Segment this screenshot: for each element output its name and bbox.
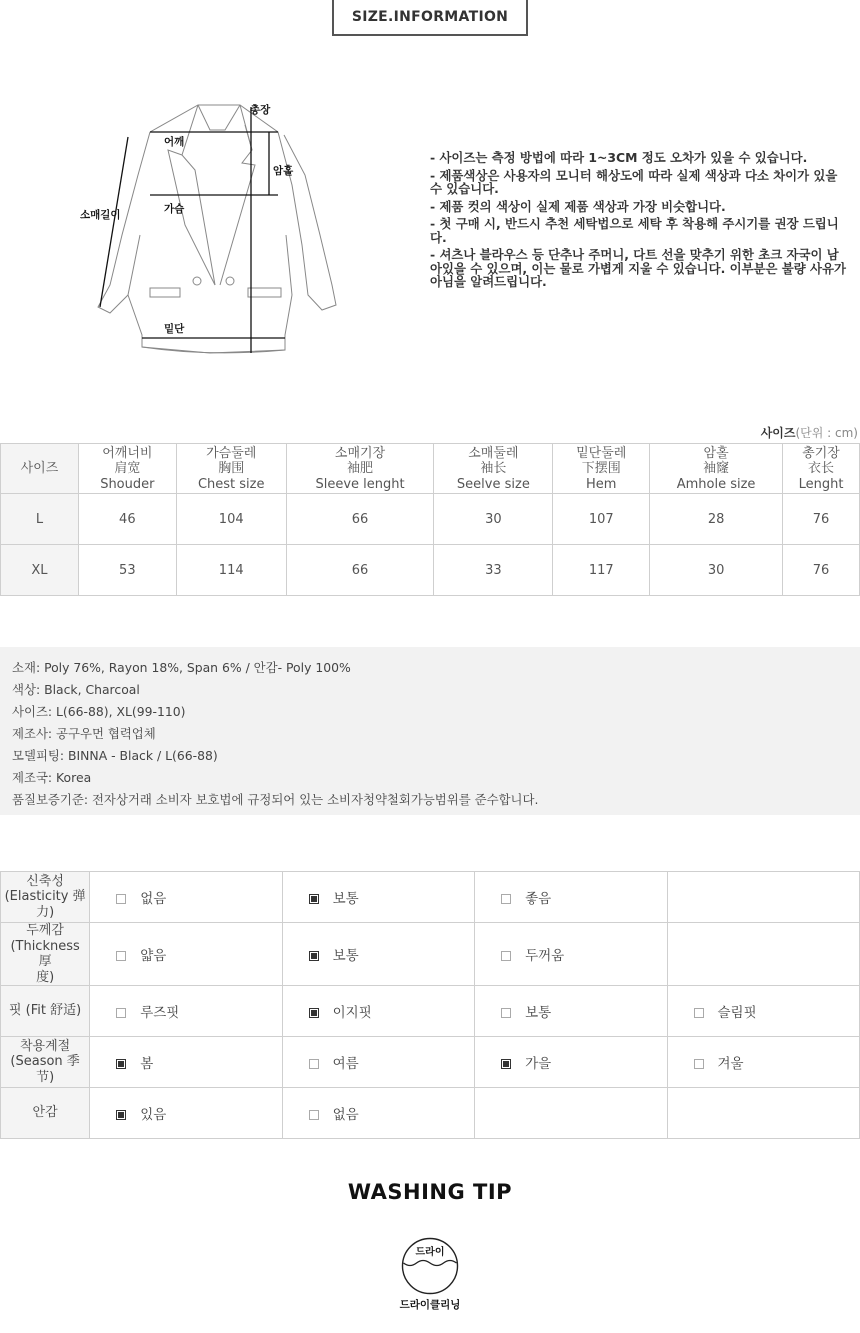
unchecked-box-icon	[694, 1008, 704, 1018]
feel-option	[90, 1088, 282, 1139]
jacket-outline-icon	[70, 95, 360, 365]
feel-option	[282, 1037, 474, 1088]
size-row: 사이즈: L(66-88), XL(99-110)	[12, 704, 186, 719]
table-row	[1, 986, 860, 1037]
feel-label: 안감	[1, 1088, 90, 1139]
feel-option	[282, 923, 474, 986]
material-info-box	[0, 647, 860, 815]
size-notes	[430, 151, 850, 293]
value-cell: 117	[553, 545, 650, 596]
size-information-title: SIZE.INFORMATION	[332, 0, 528, 36]
feel-option-label: 여름	[332, 1056, 359, 1072]
unchecked-box-icon	[116, 894, 126, 904]
feel-option-label: 루즈핏	[140, 1005, 180, 1021]
unit-label-title: 사이즈	[760, 426, 796, 440]
feel-option	[282, 1088, 474, 1139]
color-row: 색상: Black, Charcoal	[12, 682, 140, 697]
feel-option	[475, 1037, 667, 1088]
feel-label: 핏 (Fit 舒适)	[1, 986, 90, 1037]
manufacturer-row: 제조사: 공구우먼 협력업체	[12, 726, 156, 741]
checked-box-icon	[116, 1059, 126, 1069]
feel-option	[282, 986, 474, 1037]
note-item: - 제품 컷의 색상이 실제 제품 색상과 가장 비슷합니다.	[430, 198, 726, 214]
feel-option-label: 보통	[332, 948, 359, 964]
note-item: - 셔츠나 블라우스 등 단추나 주머니, 다트 선을 맞추기 위한 초크 자국이 남아있을 수 있으며, 이는 물로 가볍게 지울 수 있습니다. 이부분은 불량 사유가 아님을 알려드립니다.	[430, 247, 846, 289]
feel-option	[90, 923, 282, 986]
feel-option-label: 봄	[140, 1056, 154, 1072]
material-row: 소재: Poly 76%, Rayon 18%, Span 6% / 안감- Poly 100%	[12, 660, 351, 675]
dry-clean-icon	[400, 1236, 460, 1296]
washing-tip-title: WASHING TIP	[347, 1180, 513, 1204]
model-fitting-row: 모델피팅: BINNA - Black / L(66-88)	[12, 748, 218, 763]
feel-option	[90, 872, 282, 923]
value-cell: 66	[286, 545, 434, 596]
feel-option	[475, 923, 667, 986]
header-sleeve-length: 소매기장 袖肥 Sleeve lenght	[286, 444, 434, 494]
checked-box-icon	[501, 1059, 511, 1069]
table-row	[1, 923, 860, 986]
table-row	[1, 1088, 860, 1139]
header-shoulder: 어깨너비 肩宽 Shouder	[78, 444, 176, 494]
header-chest: 가슴둘레 胸围 Chest size	[176, 444, 286, 494]
value-cell: 53	[78, 545, 176, 596]
unit-label	[761, 424, 858, 441]
value-cell: 28	[650, 494, 783, 545]
feel-option-label: 가을	[525, 1056, 552, 1072]
feel-option-label: 좋음	[525, 891, 552, 907]
feel-option-label: 이지핏	[332, 1005, 372, 1021]
feel-option-label: 두꺼움	[525, 948, 565, 964]
size-cell: L	[1, 494, 79, 545]
feel-label: 두께감 (Thickness 厚 度)	[1, 923, 90, 986]
unchecked-box-icon	[501, 894, 511, 904]
label-chest: 가슴	[164, 203, 185, 215]
unchecked-box-icon	[116, 1008, 126, 1018]
checked-box-icon	[309, 951, 319, 961]
label-armhole: 암홀	[273, 165, 294, 177]
jacket-measurement-diagram	[70, 95, 360, 365]
unchecked-box-icon	[309, 1110, 319, 1120]
table-row	[1, 1037, 860, 1088]
unchecked-box-icon	[309, 1059, 319, 1069]
feel-option	[90, 986, 282, 1037]
label-hem: 밑단	[164, 323, 185, 335]
empty-cell	[667, 1088, 859, 1139]
note-item: - 첫 구매 시, 반드시 추천 세탁법으로 세탁 후 착용해 주시기를 권장 드립니다.	[430, 216, 839, 245]
value-cell: 30	[650, 545, 783, 596]
header-armhole: 암홀 袖窿 Amhole size	[650, 444, 783, 494]
size-table	[0, 443, 860, 596]
empty-cell	[667, 923, 859, 986]
label-shoulder: 어깨	[164, 136, 185, 148]
feel-option-label: 없음	[140, 891, 167, 907]
checked-box-icon	[116, 1110, 126, 1120]
feel-option-label: 겨울	[717, 1056, 744, 1072]
feel-label: 신축성 (Elasticity 弹 力)	[1, 872, 90, 923]
label-sleeve-length: 소매길이	[80, 209, 121, 221]
feel-option-label: 없음	[332, 1107, 359, 1123]
checked-box-icon	[309, 1008, 319, 1018]
value-cell: 30	[434, 494, 553, 545]
feel-option	[282, 872, 474, 923]
value-cell: 33	[434, 545, 553, 596]
unchecked-box-icon	[501, 951, 511, 961]
table-row	[1, 872, 860, 923]
note-item: - 사이즈는 측정 방법에 따라 1~3CM 정도 오차가 있을 수 있습니다.	[430, 150, 808, 165]
value-cell: 104	[176, 494, 286, 545]
value-cell: 46	[78, 494, 176, 545]
country-row: 제조국: Korea	[12, 770, 92, 785]
checked-box-icon	[309, 894, 319, 904]
dry-clean-caption: 드라이클리닝	[399, 1299, 461, 1311]
feel-option-label: 슬림핏	[717, 1005, 757, 1021]
header-hem: 밑단둘레 下摆围 Hem	[553, 444, 650, 494]
feel-option	[667, 986, 859, 1037]
unchecked-box-icon	[501, 1008, 511, 1018]
label-total-length: 총장	[250, 104, 271, 116]
value-cell: 114	[176, 545, 286, 596]
empty-cell	[475, 1088, 667, 1139]
feel-option-label: 있음	[140, 1107, 167, 1123]
unchecked-box-icon	[694, 1059, 704, 1069]
header-length: 총기장 衣长 Lenght	[783, 444, 860, 494]
svg-text:드라이: 드라이	[415, 1247, 445, 1258]
feel-option-label: 얇음	[140, 948, 167, 964]
table-row	[1, 494, 860, 545]
value-cell: 76	[783, 494, 860, 545]
value-cell: 76	[783, 545, 860, 596]
note-item: - 제품색상은 사용자의 모니터 해상도에 따라 실제 색상과 다소 차이가 있을 수 있습니다.	[430, 167, 838, 196]
empty-cell	[667, 872, 859, 923]
feel-option	[90, 1037, 282, 1088]
table-row	[1, 545, 860, 596]
feel-option-label: 보통	[525, 1005, 552, 1021]
feel-option	[475, 986, 667, 1037]
value-cell: 66	[286, 494, 434, 545]
unchecked-box-icon	[116, 951, 126, 961]
value-cell: 107	[553, 494, 650, 545]
unit-note: (단위 : cm)	[795, 426, 858, 440]
header-size: 사이즈	[1, 444, 79, 494]
header-sleeve-size: 소매둘레 袖长 Seelve size	[434, 444, 553, 494]
size-table-header-row	[1, 444, 860, 494]
size-cell: XL	[1, 545, 79, 596]
feel-option	[475, 872, 667, 923]
fabric-feel-table	[0, 871, 860, 1139]
feel-option-label: 보통	[332, 891, 359, 907]
feel-option	[667, 1037, 859, 1088]
feel-label: 착용계절 (Season 季节)	[1, 1037, 90, 1088]
warranty-row: 품질보증기준: 전자상거래 소비자 보호법에 규정되어 있는 소비자청약철회가능범위를 준수합니다.	[12, 792, 539, 807]
